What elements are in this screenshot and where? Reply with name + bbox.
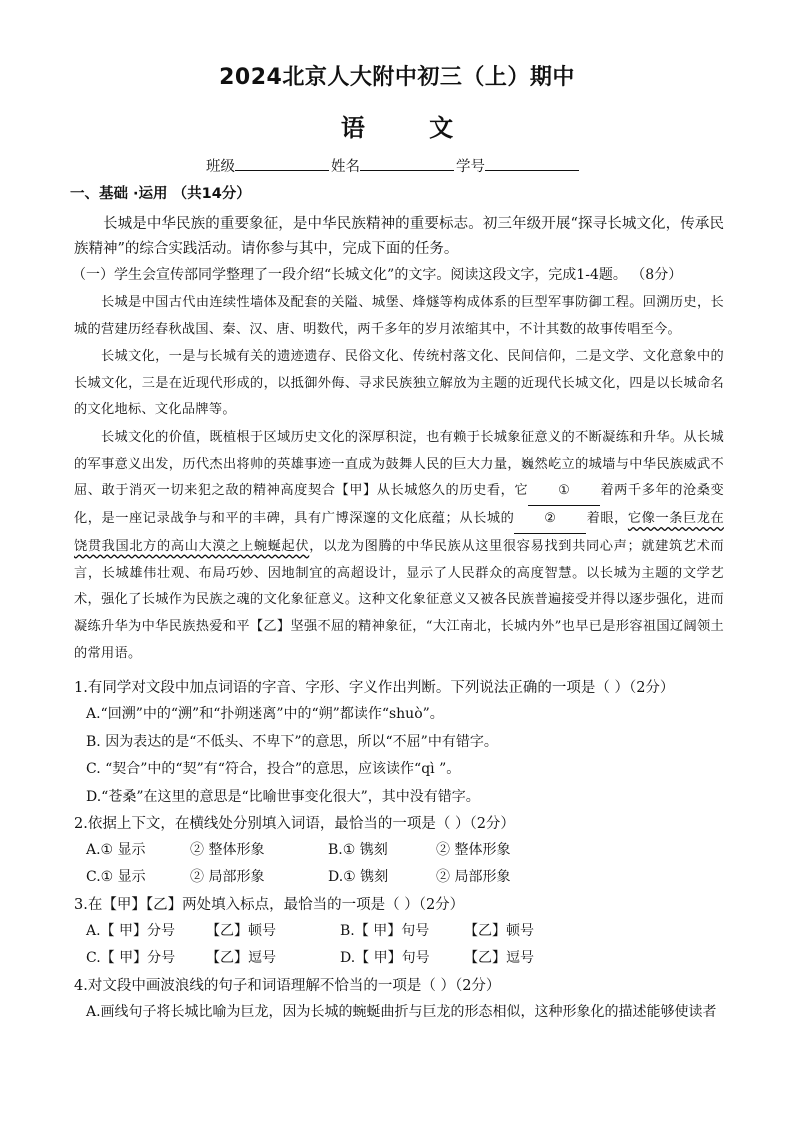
q3-option-c-2: 【乙】逗号 <box>206 950 276 966</box>
student-info-line <box>206 155 581 176</box>
q3-option-b-1: B.【 甲】句号 <box>340 923 430 939</box>
q1-option-a: A.“回溯”中的“溯”和“扑朔迷离”中的“朔”都读作“shuò”。 <box>86 706 444 722</box>
q2-option-a-1: A.① 显示 <box>86 842 146 858</box>
passage-text: 着两千多年的沧桑变化，是一座记录战争与和平的丰碑，具有广博深邃的文化底蕴；从长城的 <box>74 483 724 527</box>
q3-option-a-1: A.【 甲】分号 <box>86 923 176 939</box>
exam-title: 2024北京人大附中初三（上）期中 <box>219 65 575 90</box>
q2-option-b-2: ② 整体形象 <box>436 842 511 858</box>
name-blank[interactable] <box>360 156 454 171</box>
wavy-underlined-sentence: 它像一条巨龙在饶贯我国北方的高山大漠之上蜿蜒起伏 <box>74 511 724 554</box>
question-2: 2.依据上下文，在横线处分别填入词语，最恰当的一项是（ ）（2分） <box>74 816 515 832</box>
question-4: 4.对文段中画波浪线的句子和词语理解不恰当的一项是（ ）（2分） <box>74 978 501 994</box>
passage-text: 着眼， <box>586 511 628 527</box>
class-blank[interactable] <box>235 156 329 171</box>
passage-text: 长城文化的价值，既植根于区域历史文化的深厚积淀，也有赖于长城象征意义的不断凝练和升华。从长城的军事意义出发，历代杰出将帅的英雄事迹一直成为鼓舞人民的巨大力量，巍然屹立的城墙与中华民族威武不屈、敢于消灭一切来犯之敌的精神高度契合【甲】从长城悠久的历史看，它 <box>74 430 724 499</box>
q1-option-c: C. “契合”中的“契”有“符合，投合”的意思，应该读作“qì ”。 <box>86 761 461 777</box>
q3-option-a-2: 【乙】顿号 <box>206 923 276 939</box>
passage-paragraph-3 <box>74 425 724 667</box>
part-heading: （一）学生会宣传部同学整理了一段介绍“长城文化”的文字。阅读这段文字，完成1-4题。 （8分） <box>72 267 683 283</box>
question-1: 1.有同学对文段中加点词语的字音、字形、字义作出判断。下列说法正确的一项是（ ）（2分） <box>74 680 675 696</box>
section-heading: 一、基础 ·运用 （共14分） <box>70 186 251 202</box>
id-label: 学号 <box>456 159 485 175</box>
class-label: 班级 <box>206 159 235 175</box>
q3-option-d-1: D.【 甲】句号 <box>340 950 430 966</box>
question-3: 3.在【甲】【乙】两处填入标点，最恰当的一项是（ ）（2分） <box>74 897 465 913</box>
passage-paragraph-1: 长城是中国古代由连续性墙体及配套的关隘、城堡、烽燧等构成体系的巨型军事防御工程。回溯历史，长城的营建历经春秋战国、秦、汉、唐、明数代，两千多年的岁月浓缩其中，不计其数的故事传唱至今。 <box>74 295 724 337</box>
q1-option-b: B. 因为表达的是“不低头、不卑下”的意思，所以“不屈”中有错字。 <box>86 734 498 750</box>
name-label: 姓名 <box>331 159 360 175</box>
q3-option-b-2: 【乙】顿号 <box>464 923 534 939</box>
blank-1: ① <box>528 478 600 506</box>
q2-option-b-1: B.① 镌刻 <box>328 842 388 858</box>
section-intro: 长城是中华民族的重要象征，是中华民族精神的重要标志。初三年级开展“探寻长城文化，传承民族精神”的综合实践活动。请你参与其中，完成下面的任务。 <box>74 216 724 257</box>
q2-option-c-1: C.① 显示 <box>86 869 146 885</box>
q2-option-d-1: D.① 镌刻 <box>328 869 389 885</box>
q3-option-d-2: 【乙】逗号 <box>464 950 534 966</box>
q4-option-a: A.画线句子将长城比喻为巨龙，因为长城的蜿蜒曲折与巨龙的形态相似，这种形象化的描述能够使读者 <box>86 1004 717 1020</box>
id-blank[interactable] <box>485 156 579 171</box>
subject-title: 语 文 <box>340 114 482 142</box>
q2-option-a-2: ② 整体形象 <box>190 842 265 858</box>
blank-2: ② <box>514 506 586 534</box>
passage-text: ，以龙为图腾的中华民族从这里很容易找到共同心声；就建筑艺术而言，长城雄伟壮观、布局巧妙、因地制宜的高超设计，显示了人民群众的高度智慧。以长城为主题的文学艺术，强化了长城作为民族之魂的文化象征意义。这种文化象征意义又被各民族普遍接受并得以逐步强化，进而凝练升华为中华民族热爱和平【乙】坚强不屈的精神象征，“大江南北，长城内外”也早已是形容祖国辽阔领土的常用语。 <box>74 538 724 661</box>
q2-option-c-2: ② 局部形象 <box>190 869 265 885</box>
q3-option-c-1: C.【 甲】分号 <box>86 950 176 966</box>
q2-option-d-2: ② 局部形象 <box>436 869 511 885</box>
q1-option-d: D.“苍桑”在这里的意思是“比喻世事变化很大”，其中没有错字。 <box>86 789 480 805</box>
passage-paragraph-2: 长城文化，一是与长城有关的遗迹遗存、民俗文化、传统村落文化、民间信仰，二是文学、文化意象中的长城文化，三是在近现代形成的，以抵御外侮、寻求民族独立解放为主题的近现代长城文化，四是以长城命名的文化地标、文化品牌等。 <box>74 349 724 418</box>
